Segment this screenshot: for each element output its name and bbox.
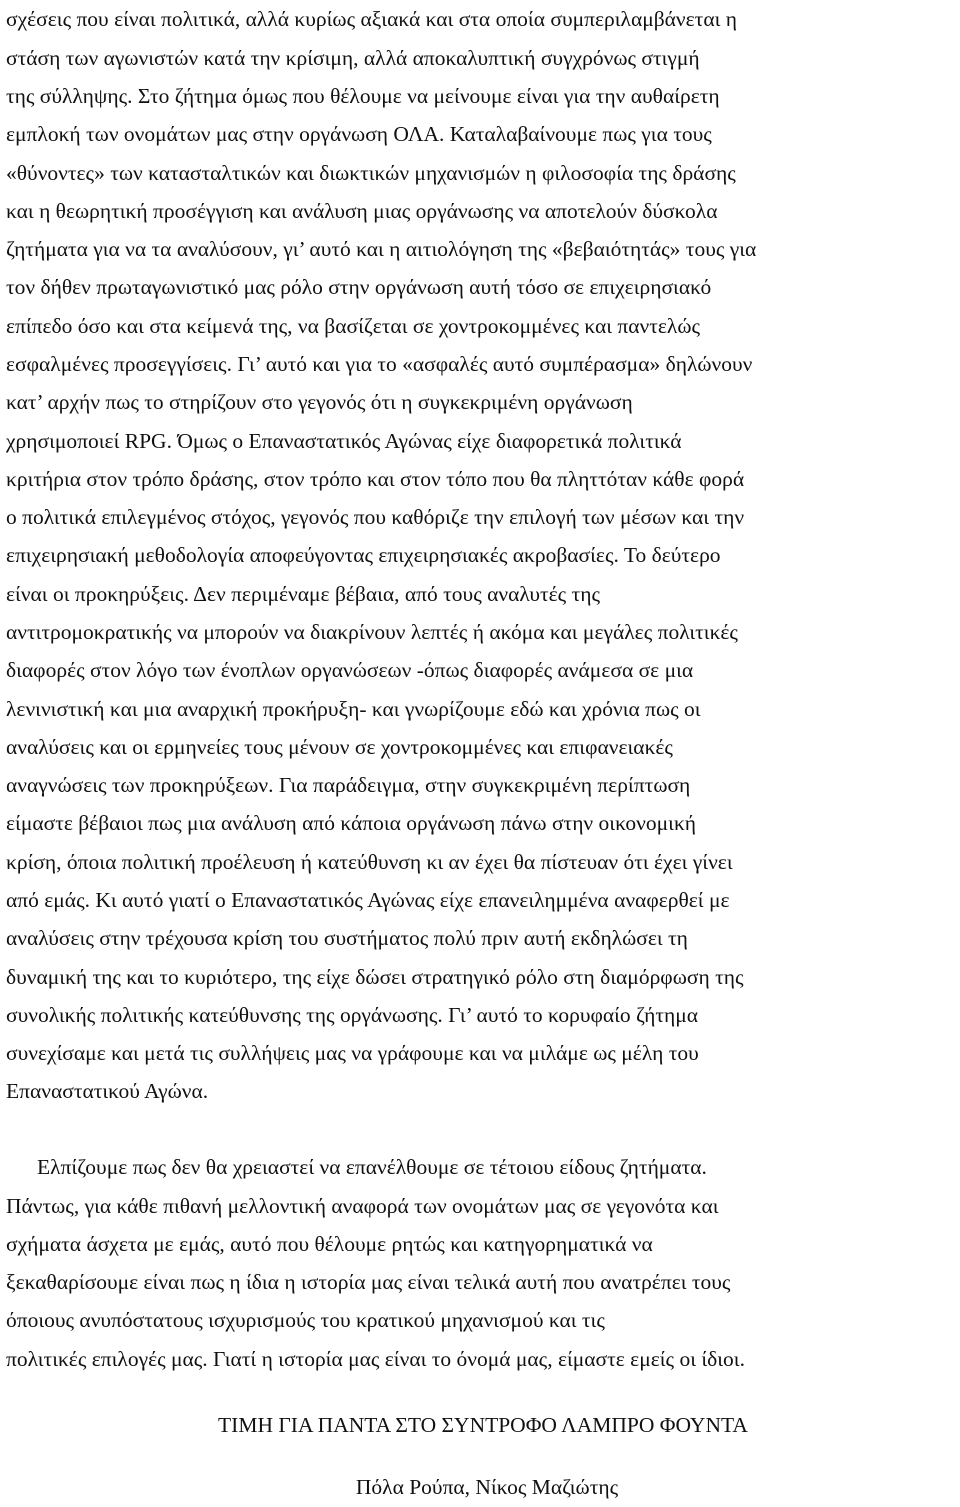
text-line: και η θεωρητική προσέγγιση και ανάλυση μιας οργάνωσης να αποτελούν δύσκολα — [6, 199, 718, 223]
text-line: ο πολιτικά επιλεγμένος στόχος, γεγονός που καθόριζε την επιλογή των μέσων και την — [6, 505, 745, 529]
text-line: τον δήθεν πρωταγωνιστικό μας ρόλο στην οργάνωση αυτή τόσο σε επιχειρησιακό — [6, 275, 712, 299]
text-line: Πάντως, για κάθε πιθανή μελλοντική αναφορά των ονομάτων μας σε γεγονότα και — [6, 1194, 719, 1218]
text-line: αναλύσεις στην τρέχουσα κρίση του συστήματος πολύ πριν αυτή εκδηλώσει τη — [6, 926, 688, 950]
text-line: είμαστε βέβαιοι πως μια ανάλυση από κάποια οργάνωση πάνω στην οικονομική — [6, 811, 697, 835]
tribute-line: ΤΙΜΗ ΓΙΑ ΠΑΝΤΑ ΣΤΟ ΣΥΝΤΡΟΦΟ ΛΑΜΠΡΟ ΦΟΥΝΤΑ — [218, 1413, 748, 1437]
text-line: εμπλοκή των ονομάτων μας στην οργάνωση ΟΛΑ. Καταλαβαίνουμε πως για τους — [6, 122, 712, 146]
text-line: πολιτικές επιλογές μας. Γιατί η ιστορία μας είναι το όνομά μας, είμαστε εμείς οι ίδιοι. — [6, 1347, 745, 1371]
text-line: όποιους ανυπόστατους ισχυρισμούς του κρατικού μηχανισμού και τις — [6, 1308, 605, 1332]
text-line: συνολικής πολιτικής κατεύθυνσης της οργάνωσης. Γι’ αυτό το κορυφαίο ζήτημα — [6, 1003, 699, 1027]
text-line: αναγνώσεις των προκηρύξεων. Για παράδειγμα, στην συγκεκριμένη περίπτωση — [6, 773, 691, 797]
text-line: συνεχίσαμε και μετά τις συλλήψεις μας να γράφουμε και να μιλάμε ως μέλη του — [6, 1041, 699, 1065]
text-line: σχήματα άσχετα με εμάς, αυτό που θέλουμε ρητώς και κατηγορηματικά να — [6, 1232, 653, 1256]
text-line: κρίση, όποια πολιτική προέλευση ή κατεύθυνση κι αν έχει θα πίστευαν ότι έχει γίνει — [6, 850, 733, 874]
text-line: Επαναστατικού Αγώνα. — [6, 1079, 209, 1103]
text-line: λενινιστική και μια αναρχική προκήρυξη- και γνωρίζουμε εδώ και χρόνια πως οι — [6, 697, 701, 721]
text-line: επίπεδο όσο και στα κείμενά της, να βασίζεται σε χοντροκομμένες και παντελώς — [6, 314, 701, 338]
text-line: δυναμική της και το κυριότερο, της είχε δώσει στρατηγικό ρόλο στη διαμόρφωση της — [6, 965, 744, 989]
text-line: χρησιμοποιεί RPG. Όμως ο Επαναστατικός Αγώνας είχε διαφορετικά πολιτικά — [6, 429, 682, 453]
text-line: ξεκαθαρίσουμε είναι πως η ίδια η ιστορία μας είναι τελικά αυτή που ανατρέπει τους — [6, 1270, 731, 1294]
text-line: διαφορές στον λόγο των ένοπλων οργανώσεων -όπως διαφορές ανάμεσα σε μια — [6, 658, 694, 682]
text-line: εσφαλμένες προσεγγίσεις. Γι’ αυτό και για το «ασφαλές αυτό συμπέρασμα» δηλώνουν — [6, 352, 753, 376]
text-line: «θύνοντες» των κατασταλτικών και διωκτικών μηχανισμών η φιλοσοφία της δράσης — [6, 161, 736, 185]
text-line: στάση των αγωνιστών κατά την κρίσιμη, αλλά αποκαλυπτική συγχρόνως στιγμή — [6, 46, 700, 70]
text-line: αναλύσεις και οι ερμηνείες τους μένουν σε χοντροκομμένες και επιφανειακές — [6, 735, 673, 759]
text-line: επιχειρησιακή μεθοδολογία αποφεύγοντας επιχειρησιακές ακροβασίες. Το δεύτερο — [6, 543, 721, 567]
text-line: από εμάς. Κι αυτό γιατί ο Επαναστατικός Αγώνας είχε επανειλημμένα αναφερθεί με — [6, 888, 730, 912]
text-line: Ελπίζουμε πως δεν θα χρειαστεί να επανέλθουμε σε τέτοιου είδους ζητήματα. — [37, 1155, 707, 1179]
text-line: είναι οι προκηρύξεις. Δεν περιμέναμε βέβαια, από τους αναλυτές της — [6, 582, 600, 606]
text-line: κριτήρια στον τρόπο δράσης, στον τρόπο και στον τόπο που θα πληττόταν κάθε φορά — [6, 467, 745, 491]
text-line: αντιτρομοκρατικής να μπορούν να διακρίνουν λεπτές ή ακόμα και μεγάλες πολιτικές — [6, 620, 738, 644]
text-line: της σύλληψης. Στο ζήτημα όμως που θέλουμε να μείνουμε είναι για την αυθαίρετη — [6, 84, 720, 108]
text-line: ζητήματα για να τα αναλύσουν, γι’ αυτό και η αιτιολόγηση της «βεβαιότητάς» τους για — [6, 237, 757, 261]
signatures: Πόλα Ρούπα, Νίκος Μαζιώτης — [355, 1475, 619, 1499]
text-line: κατ’ αρχήν πως το στηρίζουν στο γεγονός ότι η συγκεκριμένη οργάνωση — [6, 390, 633, 414]
text-line: σχέσεις που είναι πολιτικά, αλλά κυρίως αξιακά και στα οποία συμπεριλαμβάνεται η — [6, 7, 737, 31]
